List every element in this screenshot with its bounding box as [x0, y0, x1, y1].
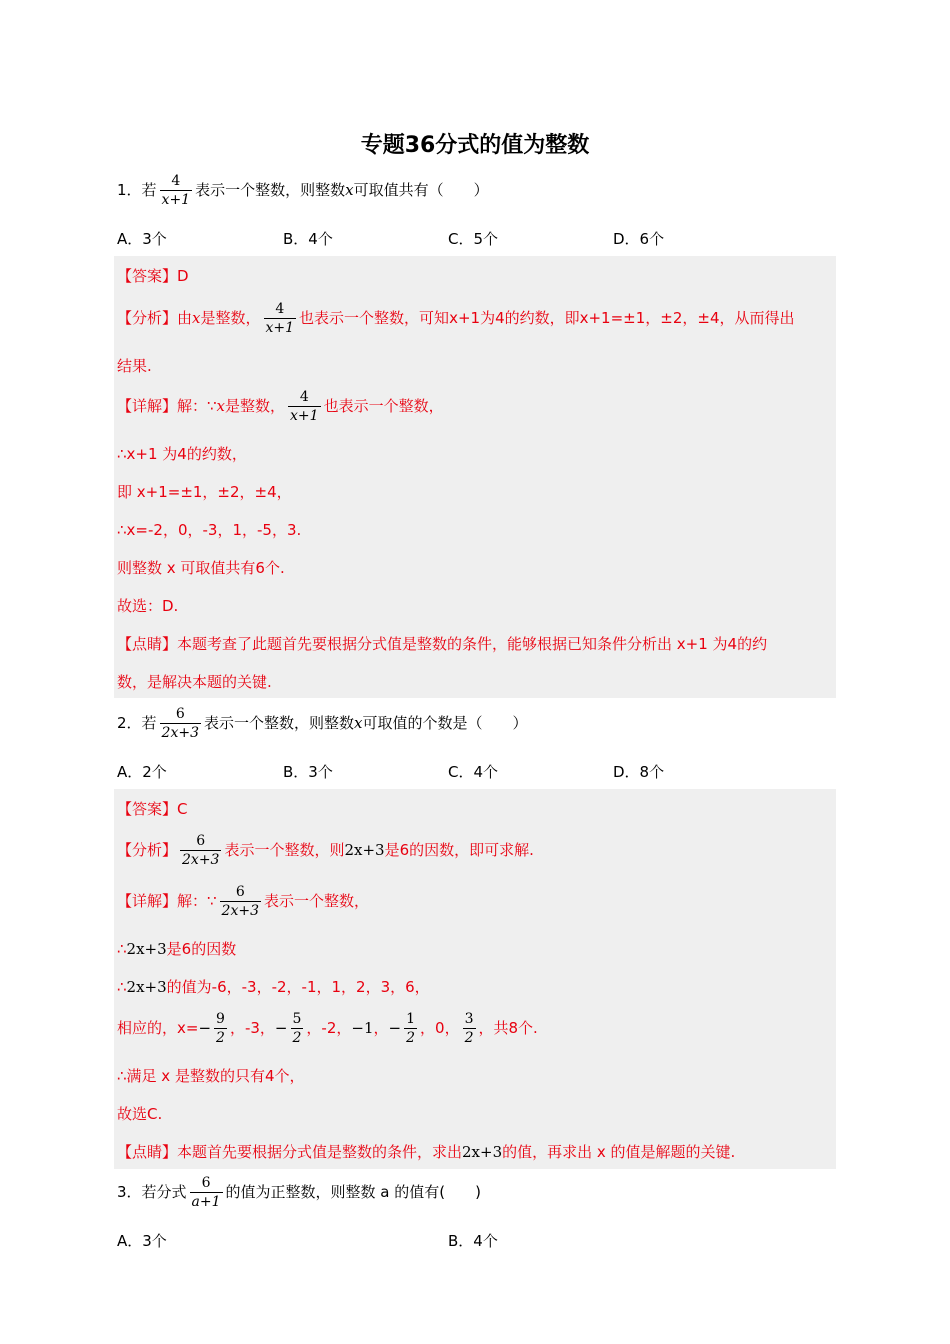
q2-option-b: B．3个	[283, 763, 333, 781]
q1-detail-fraction: $\frac{4}{x+1}$	[290, 389, 319, 424]
q2-detail-fraction: $\frac{6}{2x+3}$	[221, 884, 259, 919]
q1-analysis-line2: 结果.	[117, 357, 152, 375]
question-3: 3．若分式 $\frac{6}{a+1}$ 的值为正整数，则整数 a 的值有( )	[117, 1175, 481, 1210]
q1-analysis-fraction: $\frac{4}{x+1}$	[265, 301, 295, 336]
q2-step3-fraction-4: $\frac{3}{2}$	[464, 1011, 474, 1046]
q1-step-3: ∴x=-2，0，-3，1，-5，3.	[117, 521, 302, 539]
q1-detail: 【详解】解：∵x是整数， $\frac{4}{x+1}$ 也表示一个整数，	[117, 389, 444, 424]
q2-fraction: $\frac{6}{2x+3}$	[161, 706, 199, 741]
q1-option-b: B．4个	[283, 230, 333, 248]
q1-fraction: $\frac{4}{x+1}$	[161, 173, 191, 208]
q3-fraction: $\frac{6}{a+1}$	[191, 1175, 221, 1210]
q2-comment: 【点睛】本题首先要根据分式值是整数的条件，求出2x+3的值，再求出 x 的值是解题的关键.	[117, 1143, 736, 1161]
q2-step3-fraction-1: $\frac{9}{2}$	[216, 1011, 225, 1046]
q2-detail: 【详解】解：∵ $\frac{6}{2x+3}$ 表示一个整数，	[117, 884, 370, 919]
q2-option-d: D．8个	[613, 763, 665, 781]
q2-step-4: ∴满足 x 是整数的只有4个，	[117, 1067, 305, 1085]
q1-number: 1．若	[117, 181, 157, 199]
question-2: 2．若 $\frac{6}{2x+3}$ 表示一个整数，则整数x可取值的个数是（ ）	[117, 706, 528, 741]
q1-step-4: 则整数 x 可取值共有6个.	[117, 559, 285, 577]
q2-option-a: A．2个	[117, 763, 167, 781]
q1-comment-line1: 【点睛】本题考查了此题首先要根据分式值是整数的条件，能够根据已知条件分析出 x+1 为4的约	[117, 635, 768, 653]
q1-option-d: D．6个	[613, 230, 665, 248]
q1-step-5: 故选：D.	[117, 597, 179, 615]
q2-step-1: ∴2x+3是6的因数	[117, 940, 237, 958]
q3-option-b: B．4个	[448, 1232, 498, 1250]
q2-analysis-fraction: $\frac{6}{2x+3}$	[182, 833, 220, 868]
q1-option-c: C．5个	[448, 230, 499, 248]
q2-step-2: ∴2x+3的值为-6，-3，-2，-1，1，2，3，6，	[117, 978, 430, 996]
q2-step-3: 相应的，x=− $\frac{9}{2}$ ，-3，− $\frac{5}{2}$ ，-2，−1，− $\frac{1}{2}$ ，0， $\frac{3}{2}$ ，共8个.	[117, 1011, 538, 1046]
q2-analysis: 【分析】 $\frac{6}{2x+3}$ 表示一个整数，则2x+3是6的因数，即可求解.	[117, 833, 534, 868]
q1-step-1: ∴x+1 为4的约数，	[117, 445, 247, 463]
q1-analysis: 【分析】由x是整数， $\frac{4}{x+1}$ 也表示一个整数，可知x+1为4的约数，即x+1=±1，±2，±4，从而得出	[117, 301, 795, 336]
q2-option-c: C．4个	[448, 763, 499, 781]
q2-step3-fraction-3: $\frac{1}{2}$	[406, 1011, 416, 1046]
q1-step-2: 即 x+1=±1，±2，±4，	[117, 483, 292, 501]
q2-answer: 【答案】C	[117, 800, 188, 818]
page-title: 专题36分式的值为整数	[360, 133, 590, 158]
q1-option-a: A．3个	[117, 230, 167, 248]
q2-step-5: 故选C.	[117, 1105, 163, 1123]
q3-option-a: A．3个	[117, 1232, 167, 1250]
q2-step3-fraction-2: $\frac{5}{2}$	[292, 1011, 302, 1046]
q1-answer: 【答案】D	[117, 267, 189, 285]
q1-comment-line2: 数，是解决本题的关键.	[117, 673, 272, 691]
question-1: 1．若 $\frac{4}{x+1}$ 表示一个整数，则整数x可取值共有（ ）	[117, 173, 489, 208]
